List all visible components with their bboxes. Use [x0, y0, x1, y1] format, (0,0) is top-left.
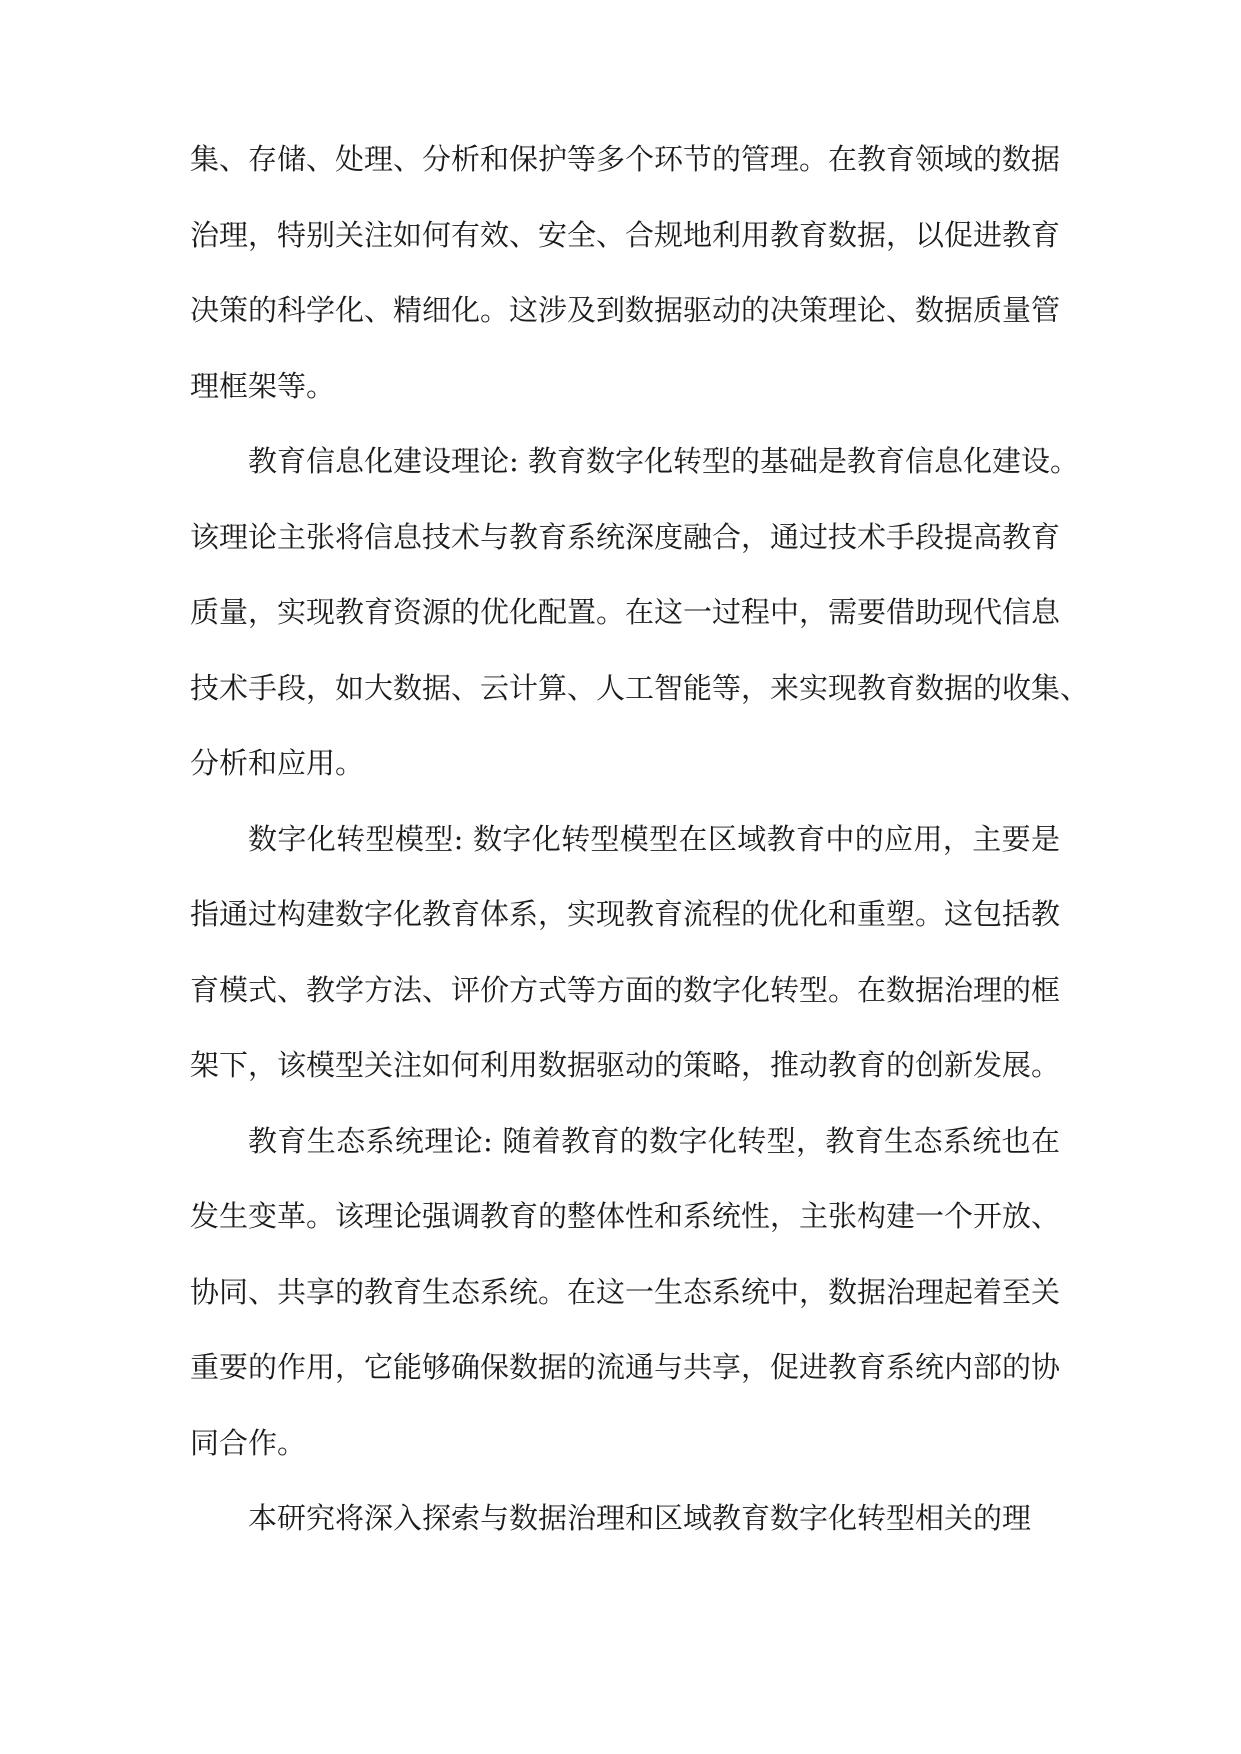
paragraph-first-line: 数字化转型模型: 数字化转型模型在区域教育中的应用，主要是 [248, 821, 1060, 856]
text-line: 育模式、教学方法、评价方式等方面的数字化转型。在数据治理的框 [190, 972, 1061, 1007]
text-line: 集、存储、处理、分析和保护等多个环节的管理。在教育领域的数据 [190, 142, 1061, 176]
text-line: 重要的作用，它能够确保数据的流通与共享，促进教育系统内部的协 [190, 1350, 1061, 1384]
text-line: 理框架等。 [190, 368, 336, 403]
text-line: 协同、共享的教育生态系统。在这一生态系统中，数据治理起着至关 [190, 1274, 1061, 1309]
text-line: 决策的科学化、精细化。这涉及到数据驱动的决策理论、数据质量管 [190, 293, 1061, 327]
text-line: 同合作。 [190, 1425, 307, 1460]
text-line: 分析和应用。 [190, 746, 365, 780]
paragraph-first-line: 教育信息化建设理论: 教育数字化转型的基础是教育信息化建设。 [248, 444, 1079, 478]
text-line: 发生变革。该理论强调教育的整体性和系统性，主张构建一个开放、 [190, 1199, 1061, 1233]
text-line: 架下，该模型关注如何利用数据驱动的策略，推动教育的创新发展。 [190, 1048, 1061, 1082]
text-line: 指通过构建数字化教育体系，实现教育流程的优化和重塑。这包括教 [190, 897, 1061, 931]
paragraph-first-line: 本研究将深入探索与数据治理和区域教育数字化转型相关的理 [248, 1501, 1032, 1535]
paragraph-first-line: 教育生态系统理论: 随着教育的数字化转型，教育生态系统也在 [248, 1123, 1060, 1158]
text-line: 技术手段，如大数据、云计算、人工智能等，来实现教育数据的收集、 [190, 670, 1090, 705]
text-line: 该理论主张将信息技术与教育系统深度融合，通过技术手段提高教育 [190, 519, 1061, 554]
text-line: 治理，特别关注如何有效、安全、合规地利用教育数据，以促进教育 [190, 217, 1061, 252]
body-text [190, 141, 1090, 1576]
text-line: 质量，实现教育资源的优化配置。在这一过程中，需要借助现代信息 [190, 595, 1061, 629]
